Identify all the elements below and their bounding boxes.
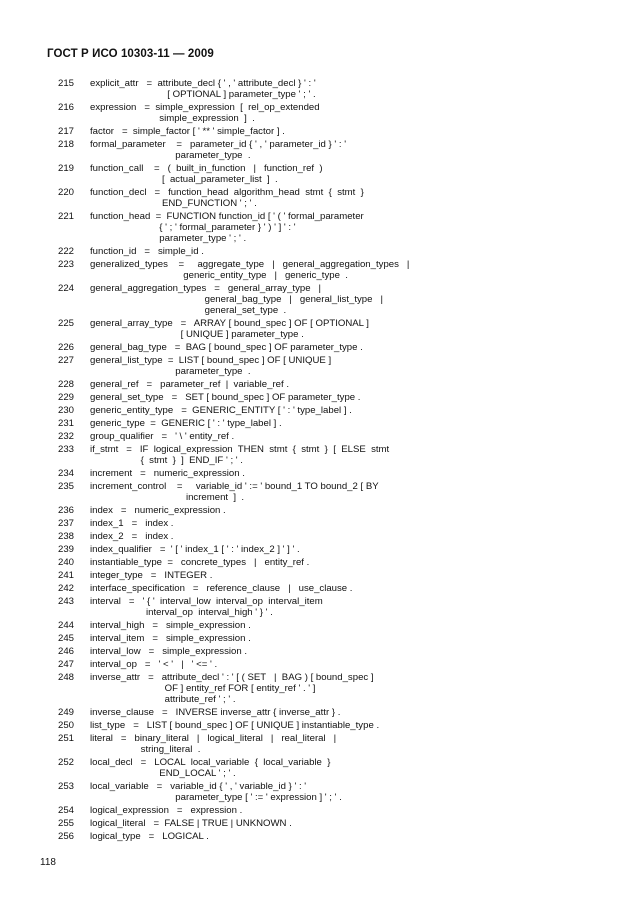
grammar-rule [58, 78, 598, 100]
rule-number: 219 [58, 163, 75, 174]
rule-definition: general_aggregation_types = general_array_type | general_bag_type | general_list_type | general_set_type . [90, 283, 383, 316]
rule-number: 239 [58, 544, 75, 555]
rule-definition: explicit_attr = attribute_decl { ' , ' attribute_decl } ' : ' [ OPTIONAL ] parameter_type ' ; ' . [90, 78, 316, 100]
grammar-rule [58, 583, 598, 594]
grammar-rule [58, 392, 598, 403]
rule-number: 242 [58, 583, 75, 594]
grammar-rule [58, 342, 598, 353]
rule-definition: inverse_attr = attribute_decl ' : ' [ ( SET | BAG ) [ bound_spec ] OF ] entity_ref FOR [ entity_ref ' . ' ] attribute_ref ' ; ' . [90, 672, 374, 705]
rule-definition: local_decl = LOCAL local_variable { local_variable } END_LOCAL ' ; ' . [90, 757, 331, 779]
rule-definition: index = numeric_expression . [90, 505, 226, 516]
rule-number: 227 [58, 355, 75, 366]
grammar-rule [58, 163, 598, 185]
rule-number: 226 [58, 342, 75, 353]
rule-number: 247 [58, 659, 75, 670]
grammar-rule [58, 481, 598, 503]
rule-number: 241 [58, 570, 75, 581]
grammar-rule [58, 405, 598, 416]
rule-definition: increment_control = variable_id ' := ' bound_1 TO bound_2 [ BY increment ] . [90, 481, 379, 503]
grammar-rule [58, 518, 598, 529]
grammar-rule [58, 187, 598, 209]
rule-number: 249 [58, 707, 75, 718]
grammar-rule [58, 259, 598, 281]
grammar-rule [58, 246, 598, 257]
grammar-rule [58, 444, 598, 466]
rule-number: 228 [58, 379, 75, 390]
rule-definition: generalized_types = aggregate_type | general_aggregation_types | generic_entity_type | generic_type . [90, 259, 410, 281]
grammar-rule [58, 620, 598, 631]
grammar-rule [58, 818, 598, 829]
rule-number: 221 [58, 211, 75, 222]
grammar-rule [58, 646, 598, 657]
rule-definition: general_list_type = LIST [ bound_spec ] OF [ UNIQUE ] parameter_type . [90, 355, 332, 377]
grammar-rule [58, 418, 598, 429]
rule-number: 216 [58, 102, 75, 113]
rule-number: 250 [58, 720, 75, 731]
rule-definition: local_variable = variable_id { ' , ' variable_id } ' : ' parameter_type [ ' := ' expression ] ' ; ' . [90, 781, 342, 803]
rule-number: 225 [58, 318, 75, 329]
rule-number: 256 [58, 831, 75, 842]
grammar-rule [58, 544, 598, 555]
rule-number: 217 [58, 126, 75, 137]
rule-number: 233 [58, 444, 75, 455]
rule-definition: general_array_type = ARRAY [ bound_spec ] OF [ OPTIONAL ] [ UNIQUE ] parameter_type . [90, 318, 369, 340]
rule-definition: function_decl = function_head algorithm_head stmt { stmt } END_FUNCTION ' ; ' . [90, 187, 364, 209]
rule-definition: logical_expression = expression . [90, 805, 243, 816]
grammar-rule [58, 468, 598, 479]
grammar-rule [58, 570, 598, 581]
grammar-rule [58, 318, 598, 340]
rule-definition: index_1 = index . [90, 518, 174, 529]
rule-number: 222 [58, 246, 75, 257]
rule-definition: index_qualifier = ' [ ' index_1 [ ' : ' index_2 ] ' ] ' . [90, 544, 300, 555]
grammar-rule [58, 757, 598, 779]
rule-definition: interface_specification = reference_clause | use_clause . [90, 583, 353, 594]
rule-definition: generic_type = GENERIC [ ' : ' type_label ] . [90, 418, 282, 429]
rule-number: 245 [58, 633, 75, 644]
rule-definition: inverse_clause = INVERSE inverse_attr { inverse_attr } . [90, 707, 341, 718]
rule-number: 220 [58, 187, 75, 198]
rule-definition: expression = simple_expression [ rel_op_extended simple_expression ] . [90, 102, 320, 124]
rule-number: 236 [58, 505, 75, 516]
rule-number: 235 [58, 481, 75, 492]
grammar-rule [58, 139, 598, 161]
rule-definition: integer_type = INTEGER . [90, 570, 213, 581]
grammar-rule [58, 355, 598, 377]
rule-number: 223 [58, 259, 75, 270]
rule-number: 240 [58, 557, 75, 568]
grammar-rule [58, 707, 598, 718]
rule-definition: interval_low = simple_expression . [90, 646, 248, 657]
rule-number: 253 [58, 781, 75, 792]
rule-definition: instantiable_type = concrete_types | entity_ref . [90, 557, 310, 568]
rule-number: 254 [58, 805, 75, 816]
rule-definition: increment = numeric_expression . [90, 468, 245, 479]
rule-number: 218 [58, 139, 75, 150]
rule-definition: logical_literal = FALSE | TRUE | UNKNOWN . [90, 818, 292, 829]
grammar-rule [58, 720, 598, 731]
rule-definition: formal_parameter = parameter_id { ' , ' parameter_id } ' : ' parameter_type . [90, 139, 347, 161]
grammar-rule [58, 211, 598, 244]
grammar-rule [58, 781, 598, 803]
rule-definition: interval_high = simple_expression . [90, 620, 251, 631]
rule-number: 224 [58, 283, 75, 294]
grammar-rule [58, 379, 598, 390]
rule-number: 252 [58, 757, 75, 768]
rule-number: 234 [58, 468, 75, 479]
rule-definition: function_call = ( built_in_function | function_ref ) [ actual_parameter_list ] . [90, 163, 323, 185]
rule-definition: factor = simple_factor [ ' ** ' simple_factor ] . [90, 126, 285, 137]
rule-definition: function_head = FUNCTION function_id [ ' ( ' formal_parameter { ' ; ' formal_parameter } ' ) ' ] ' : ' parameter_type ' ; ' . [90, 211, 364, 244]
rule-number: 248 [58, 672, 75, 683]
rule-number: 238 [58, 531, 75, 542]
rule-definition: general_set_type = SET [ bound_spec ] OF parameter_type . [90, 392, 361, 403]
rule-definition: general_ref = parameter_ref | variable_ref . [90, 379, 290, 390]
rule-definition: general_bag_type = BAG [ bound_spec ] OF parameter_type . [90, 342, 363, 353]
rule-number: 229 [58, 392, 75, 403]
grammar-rule [58, 805, 598, 816]
grammar-rule [58, 672, 598, 705]
rule-number: 251 [58, 733, 75, 744]
rule-number: 231 [58, 418, 75, 429]
rule-number: 243 [58, 596, 75, 607]
grammar-rule [58, 505, 598, 516]
rule-definition: logical_type = LOGICAL . [90, 831, 209, 842]
grammar-rule [58, 126, 598, 137]
rule-number: 237 [58, 518, 75, 529]
grammar-rule [58, 733, 598, 755]
rule-definition: generic_entity_type = GENERIC_ENTITY [ ' : ' type_label ] . [90, 405, 352, 416]
grammar-rule [58, 431, 598, 442]
grammar-rule [58, 659, 598, 670]
rule-number: 230 [58, 405, 75, 416]
grammar-rules-list [58, 78, 598, 844]
rule-definition: index_2 = index . [90, 531, 174, 542]
grammar-rule [58, 633, 598, 644]
rule-number: 244 [58, 620, 75, 631]
rule-number: 246 [58, 646, 75, 657]
rule-number: 232 [58, 431, 75, 442]
grammar-rule [58, 283, 598, 316]
page-number: 118 [40, 857, 56, 868]
rule-definition: interval = ' { ' interval_low interval_op interval_item interval_op interval_high ' } ' . [90, 596, 323, 618]
page-header: ГОСТ Р ИСО 10303-11 — 2009 [47, 48, 214, 60]
grammar-rule [58, 596, 598, 618]
rule-definition: interval_op = ' < ' | ' <= ' . [90, 659, 218, 670]
rule-definition: literal = binary_literal | logical_literal | real_literal | string_literal . [90, 733, 337, 755]
grammar-rule [58, 831, 598, 842]
rule-number: 255 [58, 818, 75, 829]
grammar-rule [58, 557, 598, 568]
rule-definition: if_stmt = IF logical_expression THEN stmt { stmt } [ ELSE stmt { stmt } ] END_IF ' ; ' . [90, 444, 390, 466]
rule-definition: group_qualifier = ' \ ' entity_ref . [90, 431, 235, 442]
grammar-rule [58, 531, 598, 542]
rule-definition: interval_item = simple_expression . [90, 633, 251, 644]
rule-definition: list_type = LIST [ bound_spec ] OF [ UNIQUE ] instantiable_type . [90, 720, 380, 731]
rule-number: 215 [58, 78, 75, 89]
rule-definition: function_id = simple_id . [90, 246, 204, 257]
grammar-rule [58, 102, 598, 124]
